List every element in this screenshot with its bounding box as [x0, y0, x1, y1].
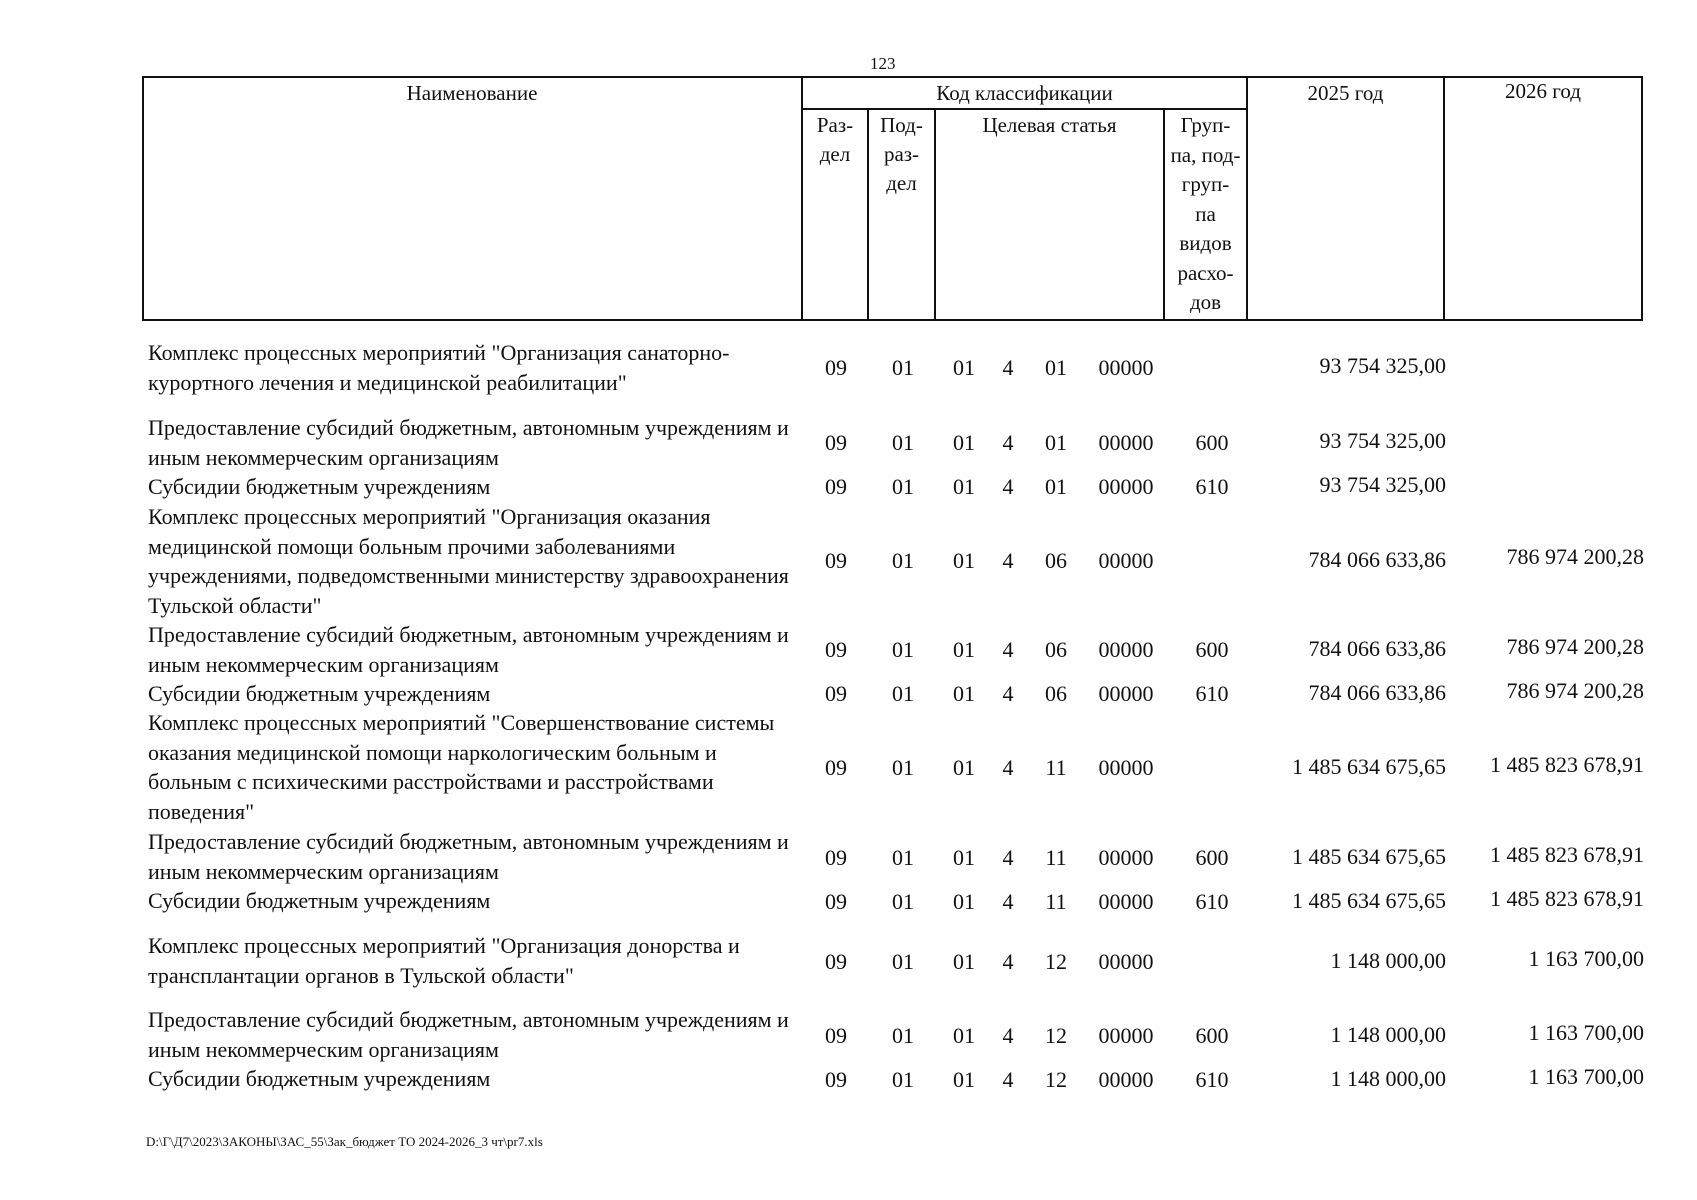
cell-podrazdel: 01 — [892, 474, 914, 499]
cell-podrazdel: 01 — [892, 355, 914, 380]
cell-target-2: 4 — [1002, 681, 1014, 706]
row-name: Комплекс процессных мероприятий "Организация оказания медицинской помощи больным прочими заболеваниями учреждениями, подведомственными министерству здравоохранения Тульской области" — [148, 504, 789, 618]
cell-podrazdel: 01 — [892, 637, 914, 662]
cell-target-3: 01 — [1045, 355, 1067, 380]
cell-razdel: 09 — [825, 1023, 847, 1048]
cell-target-1: 01 — [953, 355, 975, 380]
cell-target-2: 4 — [1002, 474, 1014, 499]
cell-target-4: 00000 — [1098, 1067, 1154, 1092]
cell-target-1: 01 — [953, 548, 975, 573]
cell-2025: 1 485 634 675,65 — [1292, 888, 1446, 913]
cell-podrazdel: 01 — [892, 889, 914, 914]
cell-razdel: 09 — [825, 755, 847, 780]
cell-2025: 784 066 633,86 — [1308, 547, 1446, 572]
row-name: Предоставление субсидий бюджетным, автономным учреждениям и иным некоммерческим организациям — [148, 622, 789, 677]
page-number: 123 — [870, 54, 896, 73]
row-name: Предоставление субсидий бюджетным, автономным учреждениям и иным некоммерческим организациям — [148, 829, 789, 884]
cell-target-4: 00000 — [1098, 548, 1154, 573]
cell-2026: 1 163 700,00 — [1528, 1064, 1644, 1089]
cell-target-4: 00000 — [1098, 889, 1154, 914]
row-name: Субсидии бюджетным учреждениям — [148, 474, 491, 499]
cell-target-3: 11 — [1045, 845, 1067, 870]
cell-target-2: 4 — [1002, 845, 1014, 870]
cell-2026: 1 485 823 678,91 — [1490, 842, 1644, 867]
cell-2026: 1 163 700,00 — [1528, 946, 1644, 971]
cell-2025: 784 066 633,86 — [1308, 680, 1446, 705]
cell-target-2: 4 — [1002, 949, 1014, 974]
cell-target-4: 00000 — [1098, 845, 1154, 870]
cell-vid: 610 — [1195, 681, 1229, 706]
cell-target-4: 00000 — [1098, 681, 1154, 706]
cell-target-3: 01 — [1045, 430, 1067, 455]
cell-vid: 610 — [1195, 1067, 1229, 1092]
header-divider — [801, 108, 1246, 110]
row-name: Комплекс процессных мероприятий "Организация донорства и трансплантации органов в Тульской области" — [148, 933, 740, 988]
cell-2026: 786 974 200,28 — [1506, 544, 1644, 569]
cell-podrazdel: 01 — [892, 755, 914, 780]
cell-target-3: 11 — [1045, 755, 1067, 780]
cell-2025: 784 066 633,86 — [1308, 636, 1446, 661]
cell-2025: 93 754 325,00 — [1319, 353, 1446, 378]
cell-target-4: 00000 — [1098, 474, 1154, 499]
cell-podrazdel: 01 — [892, 681, 914, 706]
cell-target-3: 06 — [1045, 637, 1067, 662]
cell-razdel: 09 — [825, 889, 847, 914]
header-vid: Груп- па, под- груп- па видов расхо- дов — [1170, 113, 1241, 314]
cell-vid: 600 — [1195, 637, 1229, 662]
header-name: Наименование — [406, 81, 538, 105]
cell-2026: 786 974 200,28 — [1506, 634, 1644, 659]
header-celevaya: Целевая статья — [982, 113, 1117, 137]
cell-razdel: 09 — [825, 430, 847, 455]
cell-razdel: 09 — [825, 681, 847, 706]
cell-2025: 1 485 634 675,65 — [1292, 754, 1446, 779]
cell-podrazdel: 01 — [892, 949, 914, 974]
cell-target-4: 00000 — [1098, 1023, 1154, 1048]
row-name: Комплекс процессных мероприятий "Совершенствование системы оказания медицинской помощи наркологическим больным и больным с психическими расстройствами и расстройствами поведения" — [148, 710, 775, 824]
cell-target-2: 4 — [1002, 430, 1014, 455]
cell-target-1: 01 — [953, 1023, 975, 1048]
cell-vid: 600 — [1195, 1023, 1229, 1048]
cell-target-1: 01 — [953, 1067, 975, 1092]
cell-2025: 1 485 634 675,65 — [1292, 844, 1446, 869]
cell-target-2: 4 — [1002, 637, 1014, 662]
row-name: Предоставление субсидий бюджетным, автономным учреждениям и иным некоммерческим организациям — [148, 1007, 789, 1062]
cell-2025: 1 148 000,00 — [1330, 1022, 1446, 1047]
cell-2026: 1 485 823 678,91 — [1490, 886, 1644, 911]
cell-2026: 1 163 700,00 — [1528, 1020, 1644, 1045]
cell-vid: 610 — [1195, 889, 1229, 914]
cell-2025: 93 754 325,00 — [1319, 472, 1446, 497]
cell-target-4: 00000 — [1098, 637, 1154, 662]
cell-podrazdel: 01 — [892, 845, 914, 870]
cell-target-4: 00000 — [1098, 755, 1154, 780]
cell-vid: 600 — [1195, 430, 1229, 455]
row-name: Субсидии бюджетным учреждениям — [148, 888, 491, 913]
row-name: Комплекс процессных мероприятий "Организация санаторно-курортного лечения и медицинской реабилитации" — [148, 340, 730, 395]
cell-razdel: 09 — [825, 355, 847, 380]
cell-target-2: 4 — [1002, 548, 1014, 573]
row-name: Субсидии бюджетным учреждениям — [148, 1066, 491, 1091]
cell-target-2: 4 — [1002, 355, 1014, 380]
cell-target-2: 4 — [1002, 889, 1014, 914]
cell-2025: 1 148 000,00 — [1330, 948, 1446, 973]
cell-target-3: 12 — [1045, 949, 1067, 974]
cell-target-3: 06 — [1045, 548, 1067, 573]
cell-vid: 600 — [1195, 845, 1229, 870]
cell-podrazdel: 01 — [892, 548, 914, 573]
cell-razdel: 09 — [825, 1067, 847, 1092]
cell-target-2: 4 — [1002, 1023, 1014, 1048]
cell-target-4: 00000 — [1098, 949, 1154, 974]
cell-2026: 786 974 200,28 — [1506, 678, 1644, 703]
cell-vid: 610 — [1195, 474, 1229, 499]
cell-razdel: 09 — [825, 637, 847, 662]
cell-target-3: 12 — [1045, 1023, 1067, 1048]
file-path-footer: D:\Г\Д7\2023\ЗАКОНЫ\ЗАС_55\Зак_бюджет ТО 2024-2026_3 чт\pr7.xls — [146, 1134, 543, 1149]
cell-target-1: 01 — [953, 949, 975, 974]
cell-podrazdel: 01 — [892, 430, 914, 455]
cell-target-1: 01 — [953, 755, 975, 780]
cell-target-1: 01 — [953, 474, 975, 499]
row-name: Субсидии бюджетным учреждениям — [148, 681, 491, 706]
cell-2025: 1 148 000,00 — [1330, 1066, 1446, 1091]
cell-target-1: 01 — [953, 681, 975, 706]
header-year-2025: 2025 год — [1307, 81, 1384, 105]
cell-target-3: 06 — [1045, 681, 1067, 706]
cell-razdel: 09 — [825, 949, 847, 974]
cell-target-3: 11 — [1045, 889, 1067, 914]
cell-razdel: 09 — [825, 845, 847, 870]
header-code: Код классификации — [936, 81, 1113, 105]
cell-target-1: 01 — [953, 430, 975, 455]
header-divider — [1246, 76, 1248, 321]
cell-target-1: 01 — [953, 637, 975, 662]
cell-target-4: 00000 — [1098, 355, 1154, 380]
cell-target-3: 12 — [1045, 1067, 1067, 1092]
header-razdel: Раз- дел — [816, 113, 854, 166]
cell-2026: 1 485 823 678,91 — [1490, 752, 1644, 777]
cell-target-1: 01 — [953, 889, 975, 914]
cell-target-2: 4 — [1002, 755, 1014, 780]
row-name: Предоставление субсидий бюджетным, автономным учреждениям и иным некоммерческим организациям — [148, 415, 789, 470]
cell-2025: 93 754 325,00 — [1319, 428, 1446, 453]
cell-razdel: 09 — [825, 474, 847, 499]
header-podrazdel: Под- раз- дел — [880, 113, 923, 195]
cell-podrazdel: 01 — [892, 1023, 914, 1048]
header-divider — [1443, 76, 1445, 321]
cell-razdel: 09 — [825, 548, 847, 573]
cell-target-1: 01 — [953, 845, 975, 870]
cell-podrazdel: 01 — [892, 1067, 914, 1092]
header-year-2026: 2026 год — [1505, 79, 1581, 103]
cell-target-2: 4 — [1002, 1067, 1014, 1092]
cell-target-4: 00000 — [1098, 430, 1154, 455]
cell-target-3: 01 — [1045, 474, 1067, 499]
